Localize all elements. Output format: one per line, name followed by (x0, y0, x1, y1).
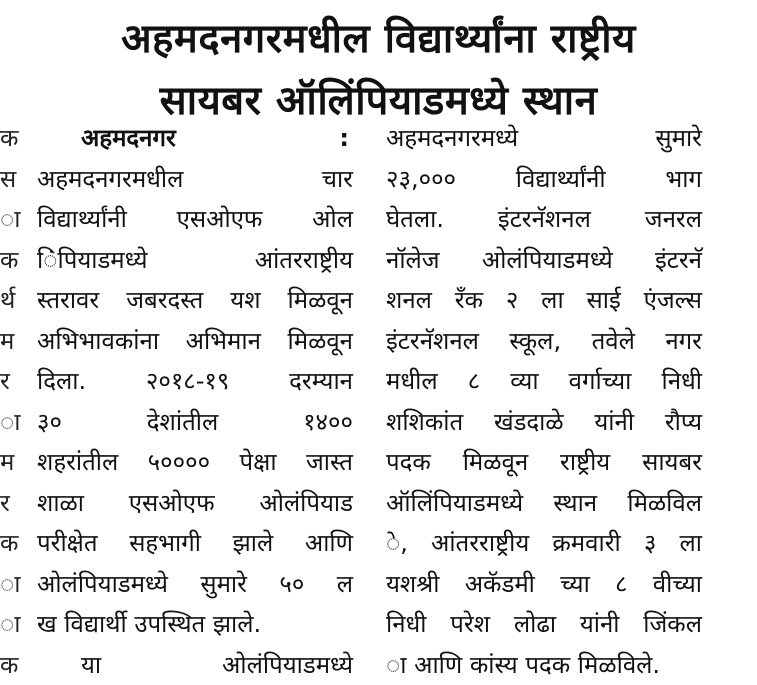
dateline (37, 118, 353, 159)
column2-line: मधील ८ व्या वर्गाच्या निधी (386, 361, 702, 402)
edge-fragment: म (0, 321, 16, 362)
column2-line: अहमदनगरमध्ये सुमारे (386, 118, 702, 159)
dateline-colon: : (339, 118, 353, 159)
column1-line: िंपियाडमध्ये आंतरराष्ट्रीय (37, 240, 353, 281)
edge-fragment: ा (0, 604, 16, 645)
column2-line: पदक मिळवून राष्ट्रीय सायबर (386, 442, 702, 483)
column2-line: े, आंतरराष्ट्रीय क्रमवारी ३ ला (386, 523, 702, 564)
edge-fragment: ा (0, 402, 16, 443)
column1-line: शहरांतील ५०००० पेक्षा जास्त (37, 442, 353, 483)
column2-line: शनल रॅंक २ ला साई एंजल्स (386, 280, 702, 321)
column2-line: नॉलेज ओलंपियाडमध्ये इंटरनॅ (386, 240, 702, 281)
headline (0, 8, 757, 132)
edge-fragment: क (0, 523, 16, 564)
edge-fragment: र (0, 483, 16, 524)
edge-fragment: क (0, 240, 16, 281)
column2-line: इंटरनॅशनल स्कूल, तवेले नगर (386, 321, 702, 362)
column2-line: ऑलिंपियाडमध्ये स्थान मिळविल (386, 483, 702, 524)
column2-line: यशश्री अकॅडमी च्या ८ वीच्या (386, 564, 702, 605)
column2-line: शशिकांत खंडदाळे यांनी रौप्य (386, 402, 702, 443)
edge-fragment: क (0, 118, 16, 159)
edge-fragment: क (0, 645, 16, 685)
column1-line: स्तरावर जबरदस्त यश मिळवून (37, 280, 353, 321)
headline-line-2: सायबर ऑलिंपियाडमध्ये स्थान (0, 70, 757, 132)
column2-line: २३,००० विद्यार्थ्यांनी भाग (386, 159, 702, 200)
edge-fragment: म (0, 442, 16, 483)
column2-line: निधी परेश लोढा यांनी जिंकल (386, 604, 702, 645)
column1-line: ओलंपियाडमध्ये सुमारे ५० ल (37, 564, 353, 605)
column2-line: घेतला. इंटरनॅशनल जनरल (386, 199, 702, 240)
article-column-2 (386, 118, 702, 685)
column1-line: ख विद्यार्थी उपस्थित झाले. (37, 604, 353, 645)
article-column-1 (37, 118, 353, 685)
adjacent-column-fragment (0, 118, 16, 685)
column2-line: ा आणि कांस्य पदक मिळविले. (386, 645, 702, 685)
column1-line: अहमदनगरमधील चार (37, 159, 353, 200)
column1-line: ३० देशांतील १४०० (37, 402, 353, 443)
edge-fragment: र (0, 361, 16, 402)
column1-line: या ओलंपियाडमध्ये (37, 645, 353, 685)
column1-line: अभिभावकांना अभिमान मिळवून (37, 321, 353, 362)
edge-fragment: ा (0, 199, 16, 240)
column1-line: शाळा एसओएफ ओलंपियाड (37, 483, 353, 524)
edge-fragment: स (0, 159, 16, 200)
edge-fragment: ा (0, 564, 16, 605)
dateline-place: अहमदनगर (37, 118, 176, 159)
edge-fragment: र्थ (0, 280, 16, 321)
column1-line: विद्यार्थ्यांनी एसओएफ ओल (37, 199, 353, 240)
headline-line-1: अहमदनगरमधील विद्यार्थ्यांना राष्ट्रीय (0, 8, 757, 70)
column1-line: दिला. २०१८-१९ दरम्यान (37, 361, 353, 402)
column1-line: परीक्षेत सहभागी झाले आणि (37, 523, 353, 564)
